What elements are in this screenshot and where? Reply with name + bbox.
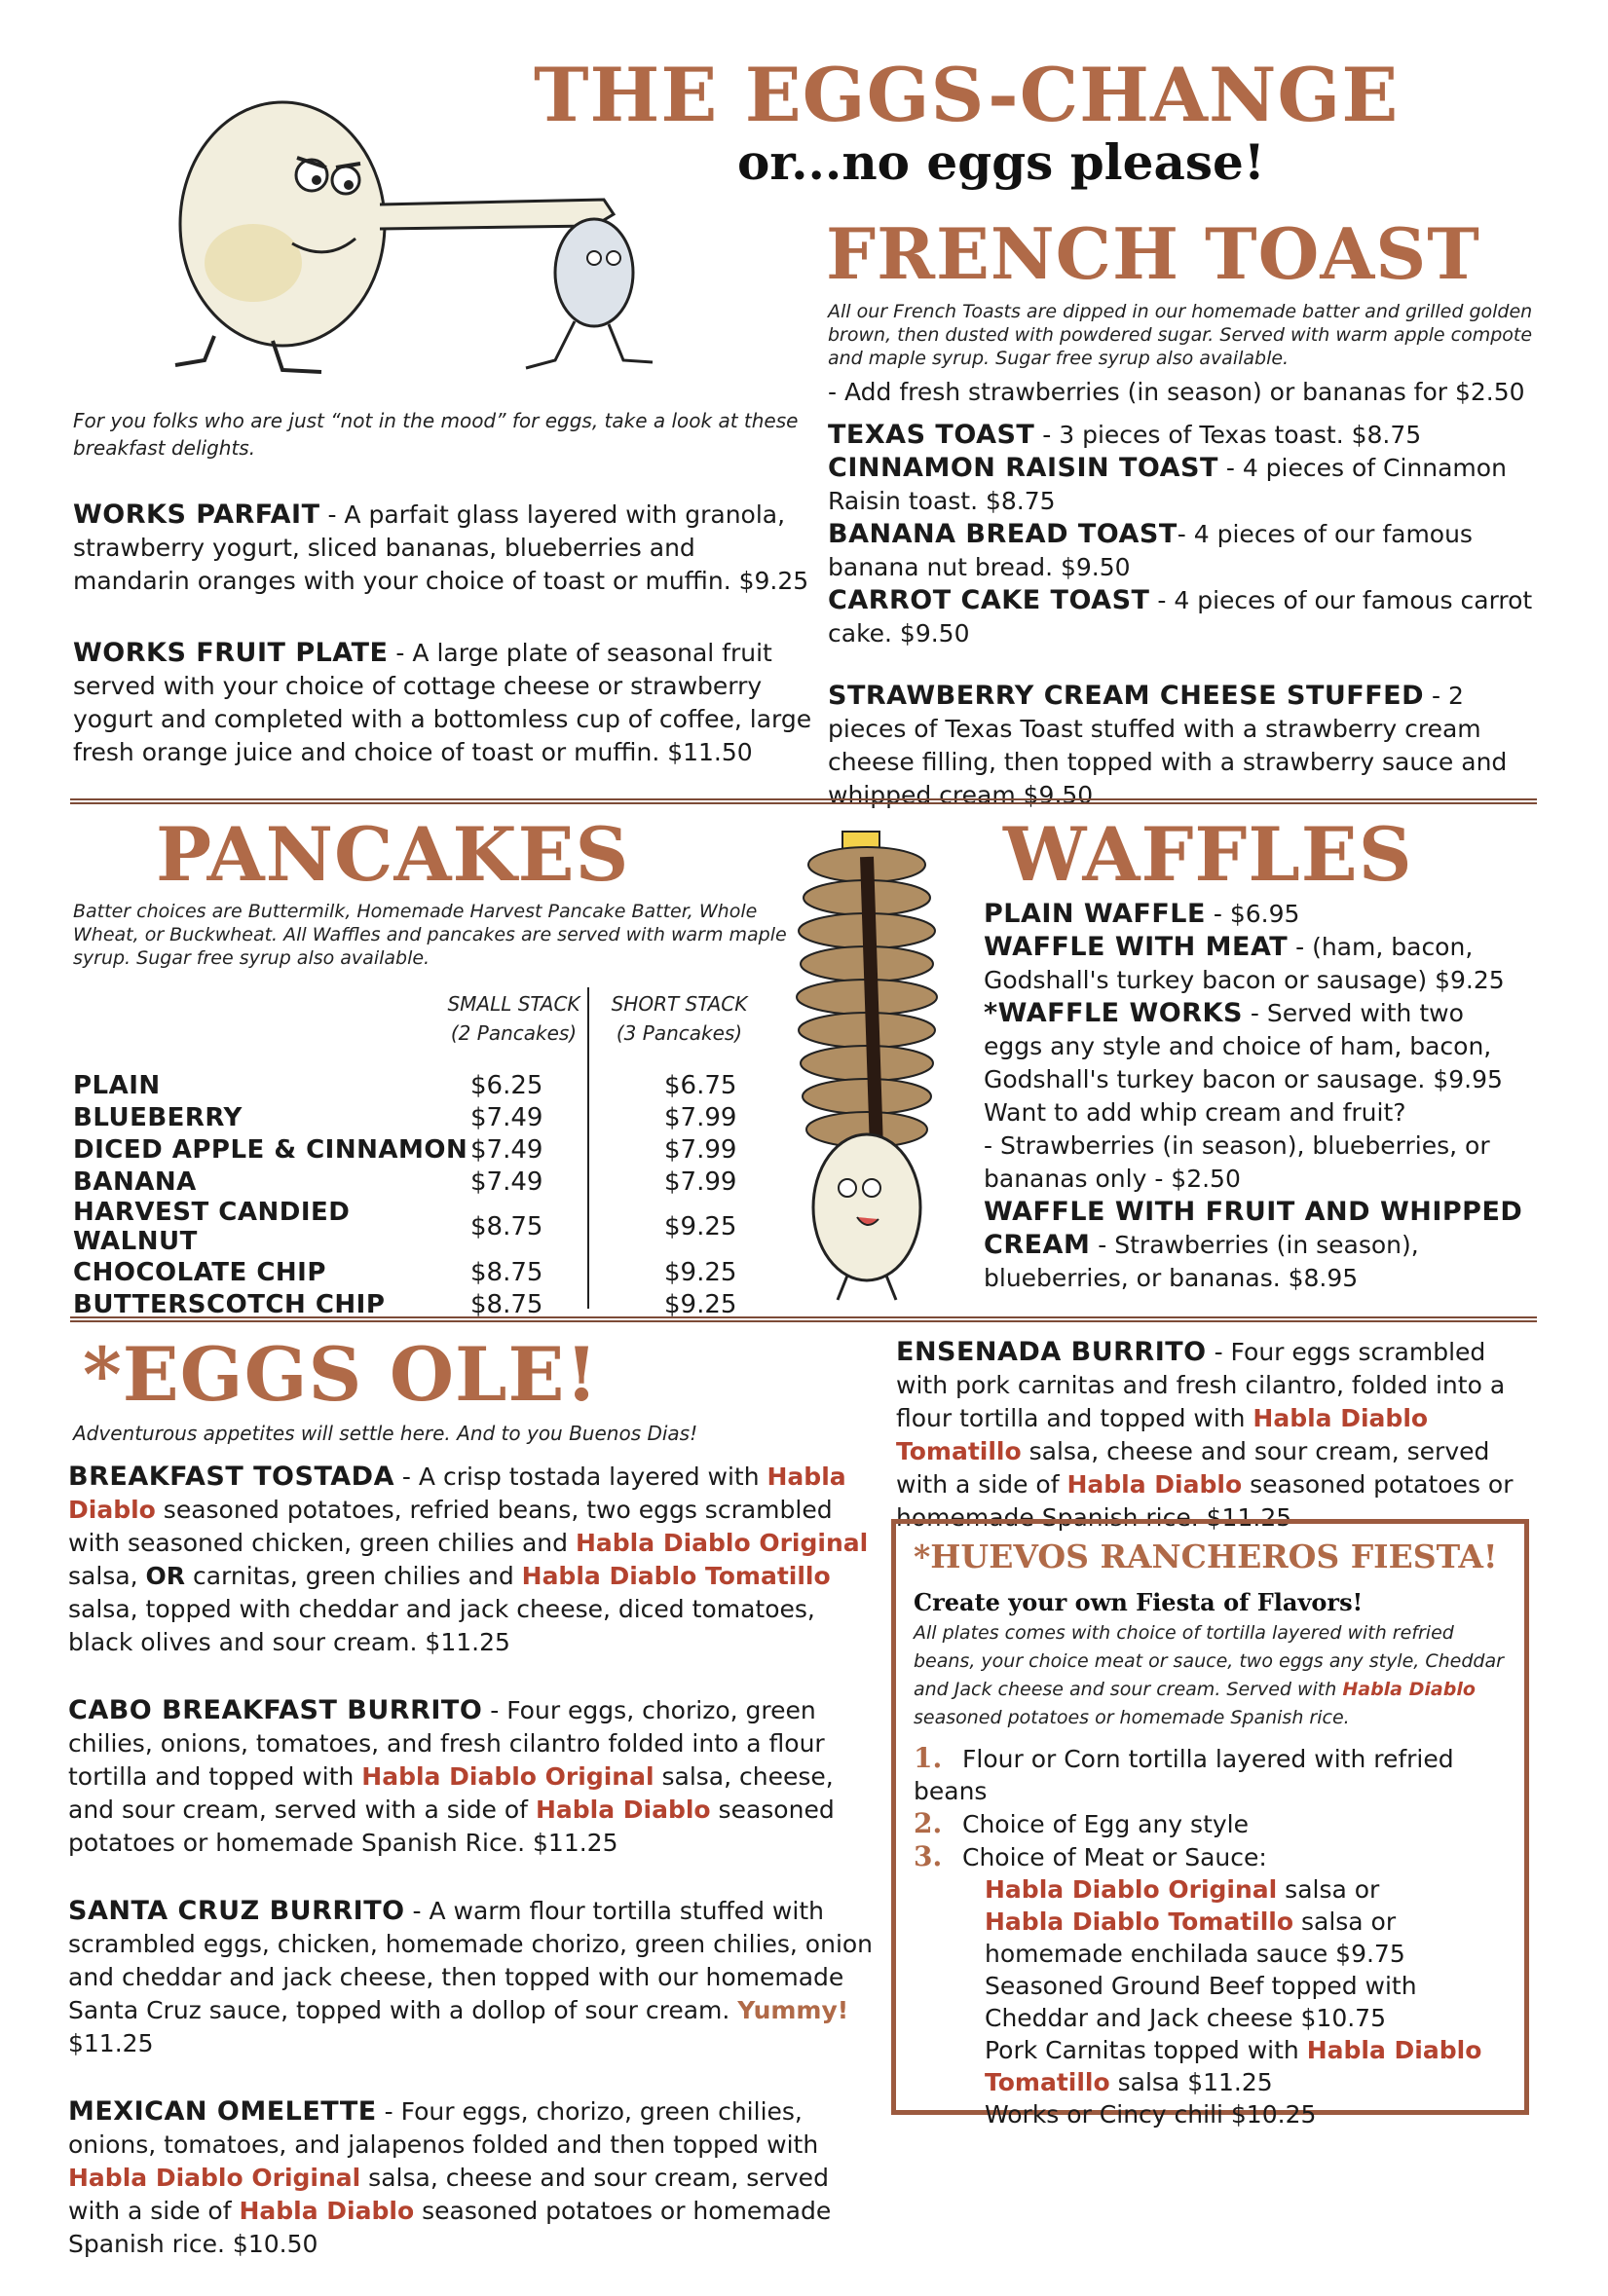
item-name: SANTA CRUZ BURRITO bbox=[68, 1896, 405, 1926]
item-name: WORKS PARFAIT bbox=[73, 500, 320, 530]
item-text: - Four eggs, chorizo, green chilies, onions, tomatoes, and jalapenos folded and then topped with bbox=[68, 2097, 819, 2159]
short-stack-count: (3 Pancakes) bbox=[616, 1021, 743, 1045]
option-text: Pork Carnitas topped with bbox=[985, 2036, 1307, 2064]
brand-highlight: Habla Diablo Tomatillo bbox=[521, 1562, 831, 1590]
item-desc: - Strawberries (in season), blueberries, or bananas. $8.95 bbox=[984, 1231, 1419, 1292]
menu-item-ensenada-burrito bbox=[896, 1336, 1539, 1535]
menu-item-plain-waffle bbox=[984, 898, 1529, 931]
step-text: Choice of Meat or Sauce: bbox=[962, 1843, 1267, 1871]
pancakes-intro: Batter choices are Buttermilk, Homemade Harvest Pancake Batter, Whole Wheat, or Buckwheat. All Waffles and pancakes are served with warm maple syrup. Sugar free syrup also available. bbox=[73, 901, 787, 969]
menu-item-waffle-fruit-cream bbox=[984, 1196, 1529, 1295]
brand-highlight: Habla Diablo Original bbox=[985, 1875, 1278, 1904]
section-divider bbox=[70, 1316, 1537, 1322]
intro-text: For you folks who are just “not in the mood” for eggs, take a look at these breakfast delights. bbox=[73, 409, 799, 460]
brand-highlight: Habla Diablo Tomatillo bbox=[985, 1907, 1294, 1936]
brand-highlight: Habla Diablo bbox=[239, 2197, 415, 2225]
egg-pointing-illustration bbox=[136, 97, 682, 389]
short-stack-price: $6.75 bbox=[664, 1070, 737, 1100]
menu-item-banana-bread-toast bbox=[828, 518, 1539, 584]
brand-highlight: Habla Diablo Tomatillo bbox=[896, 1404, 1429, 1465]
item-desc: - 2 pieces of Texas Toast stuffed with a strawberry cream cheese filling, then topped with a strawberry sauce and whipped cream $9.50 bbox=[828, 682, 1508, 809]
small-stack-price: $8.75 bbox=[470, 1289, 543, 1319]
item-text: seasoned potatoes or homemade Spanish Rice. $11.25 bbox=[68, 1796, 835, 1857]
french-toast-addon: - Add fresh strawberries (in season) or bananas for $2.50 bbox=[828, 378, 1525, 406]
or-emphasis: OR bbox=[145, 1562, 186, 1590]
eggs-ole-heading: *EGGS OLE! bbox=[83, 1331, 599, 1418]
item-desc: - 3 pieces of Texas toast. $8.75 bbox=[1034, 421, 1422, 449]
rancheros-subheading: Create your own Fiesta of Flavors! bbox=[914, 1588, 1364, 1616]
item-desc: - Strawberries (in season), blueberries, or bananas only - $2.50 bbox=[984, 1131, 1490, 1193]
item-desc: - 4 pieces of Cinnamon Raisin toast. $8.75 bbox=[828, 454, 1507, 515]
option-ground-beef: Seasoned Ground Beef topped with Cheddar and Jack cheese $10.75 bbox=[985, 1972, 1417, 2032]
menu-item-breakfast-tostada bbox=[68, 1461, 886, 1659]
short-stack-label: SHORT STACK bbox=[611, 992, 748, 1016]
short-stack-price: $9.25 bbox=[664, 1257, 737, 1287]
menu-item-works-parfait bbox=[73, 499, 813, 598]
item-desc: - 4 pieces of our famous carrot cake. $9.50 bbox=[828, 586, 1533, 648]
eggs-ole-intro: Adventurous appetites will settle here. And to you Buenos Dias! bbox=[73, 1422, 698, 1445]
menu-item-waffle-works bbox=[984, 997, 1529, 1129]
rancheros-steps bbox=[914, 1742, 1507, 2130]
menu-item-strawberry-stuffed bbox=[828, 680, 1539, 812]
small-stack-price: $8.75 bbox=[470, 1257, 543, 1287]
small-stack-price: $7.49 bbox=[470, 1167, 543, 1197]
item-text: - Four eggs, chorizo, green chilies, onions, tomatoes, and fresh cilantro folded into a flour tortilla and topped with bbox=[68, 1696, 825, 1791]
option-tomatillo bbox=[985, 1906, 1491, 1938]
step-text: Choice of Egg any style bbox=[962, 1810, 1249, 1838]
yummy-highlight: Yummy! bbox=[737, 1996, 849, 2024]
menu-item-carrot-cake-toast bbox=[828, 584, 1539, 650]
section-divider bbox=[70, 798, 1537, 804]
item-name: WAFFLE WITH FRUIT AND WHIPPED CREAM bbox=[984, 1197, 1523, 1260]
brand-highlight: Habla Diablo bbox=[1342, 1679, 1476, 1700]
small-stack-label: SMALL STACK bbox=[447, 992, 580, 1016]
brand-highlight: Habla Diablo Tomatillo bbox=[985, 2036, 1482, 2096]
item-name: WORKS FRUIT PLATE bbox=[73, 638, 389, 668]
item-text: seasoned potatoes, refried beans, two eggs scrambled with seasoned chicken, green chilies and bbox=[68, 1496, 833, 1557]
item-name: MEXICAN OMELETTE bbox=[68, 2096, 377, 2127]
short-stack-header bbox=[594, 989, 765, 1048]
small-stack-count: (2 Pancakes) bbox=[450, 1021, 578, 1045]
pancake-stack-illustration bbox=[769, 828, 964, 1305]
brand-highlight: Habla Diablo Original bbox=[575, 1529, 869, 1557]
item-text: - A crisp tostada layered with bbox=[393, 1463, 767, 1491]
small-stack-price: $8.75 bbox=[470, 1212, 543, 1241]
step-3 bbox=[914, 1840, 1507, 1873]
small-stack-header bbox=[429, 989, 599, 1048]
table-row bbox=[73, 1198, 736, 1256]
item-text: salsa, bbox=[68, 1562, 146, 1590]
short-stack-price: $9.25 bbox=[664, 1212, 737, 1241]
step-number: 3. bbox=[914, 1840, 943, 1872]
short-stack-price: $9.25 bbox=[664, 1289, 737, 1319]
item-text: salsa, cheese, and sour cream, served with a side of bbox=[68, 1762, 834, 1824]
step-number: 2. bbox=[914, 1807, 943, 1839]
item-name: BANANA BREAD TOAST bbox=[828, 519, 1178, 549]
item-desc: - 4 pieces of our famous banana nut bread. $9.50 bbox=[828, 520, 1473, 581]
item-name: CARROT CAKE TOAST bbox=[828, 585, 1150, 615]
pancakes-heading: PANCAKES bbox=[156, 811, 630, 898]
french-toast-items bbox=[828, 419, 1539, 812]
pancake-name: CHOCOLATE CHIP bbox=[73, 1257, 326, 1287]
menu-item-cabo-burrito bbox=[68, 1694, 886, 1860]
waffles-heading: WAFFLES bbox=[1003, 811, 1413, 898]
intro-text: seasoned potatoes or homemade Spanish rice. bbox=[914, 1707, 1350, 1728]
step-number: 1. bbox=[914, 1742, 943, 1774]
intro-text: All plates comes with choice of tortilla layered with refried beans, your choice meat or sauce, two eggs any style, Cheddar and Jack cheese and sour cream. Served with bbox=[914, 1622, 1504, 1700]
option-text: salsa or bbox=[1277, 1875, 1380, 1904]
item-text: carnitas, green chilies and bbox=[185, 1562, 522, 1590]
pancake-price-table bbox=[73, 1069, 736, 1320]
french-toast-intro: All our French Toasts are dipped in our homemade batter and grilled golden brown, then dusted with powdered sugar. Served with warm apple compote and maple syrup. Sugar free syrup also available. bbox=[828, 301, 1533, 369]
menu-item-works-fruit-plate bbox=[73, 637, 813, 769]
item-text: seasoned potatoes or homemade Spanish rice. $10.50 bbox=[68, 2197, 832, 2258]
item-text: $11.25 bbox=[68, 2029, 154, 2057]
brand-highlight: Habla Diablo Original bbox=[68, 2164, 361, 2192]
item-text: - A warm flour tortilla stuffed with scrambled eggs, chicken, homemade chorizo, green chilies, onion and cheddar and jack cheese, then topped with our homemade Santa Cruz sauce, topped with a dollop of sour cream. bbox=[68, 1897, 874, 2024]
pancake-name: BLUEBERRY bbox=[73, 1102, 243, 1132]
menu-item-mexican-omelette bbox=[68, 2095, 886, 2261]
page-subtitle: or...no eggs please! bbox=[737, 133, 1265, 191]
menu-item-texas-toast bbox=[828, 419, 1539, 452]
eggs-ole-left-items bbox=[68, 1461, 886, 2296]
menu-item-cinnamon-raisin-toast bbox=[828, 452, 1539, 518]
french-toast-heading: FRENCH TOAST bbox=[826, 212, 1480, 295]
huevos-rancheros-box bbox=[891, 1519, 1529, 2129]
rancheros-heading: *HUEVOS RANCHEROS FIESTA! bbox=[914, 1537, 1498, 1575]
option-chili: Works or Cincy chili $10.25 bbox=[985, 2100, 1317, 2129]
pancake-name: PLAIN bbox=[73, 1070, 161, 1100]
item-name: *WAFFLE WORKS bbox=[984, 998, 1243, 1028]
small-stack-price: $7.49 bbox=[470, 1102, 543, 1132]
option-pork-carnitas bbox=[985, 2034, 1491, 2098]
table-row bbox=[73, 1133, 736, 1166]
item-desc: - $6.95 bbox=[1205, 900, 1300, 928]
rancheros-intro bbox=[914, 1619, 1507, 1732]
short-stack-price: $7.99 bbox=[664, 1134, 737, 1165]
item-name: CABO BREAKFAST BURRITO bbox=[68, 1695, 483, 1725]
item-name: WAFFLE WITH MEAT bbox=[984, 932, 1289, 962]
item-text: salsa, cheese and sour cream, served with a side of bbox=[896, 1437, 1490, 1499]
brand-highlight: Habla Diablo bbox=[68, 1463, 846, 1524]
page-title: THE EGGS-CHANGE bbox=[534, 52, 1400, 138]
short-stack-price: $7.99 bbox=[664, 1167, 737, 1197]
item-name: BREAKFAST TOSTADA bbox=[68, 1462, 394, 1492]
step-2 bbox=[914, 1807, 1507, 1840]
item-desc: - (ham, bacon, Godshall's turkey bacon or sausage) $9.25 bbox=[984, 933, 1505, 994]
pancake-name: HARVEST CANDIED WALNUT bbox=[73, 1198, 351, 1256]
brand-highlight: Habla Diablo bbox=[535, 1796, 711, 1824]
brand-highlight: Habla Diablo Original bbox=[361, 1762, 654, 1791]
item-name: STRAWBERRY CREAM CHEESE STUFFED bbox=[828, 681, 1425, 711]
item-name: CINNAMON RAISIN TOAST bbox=[828, 453, 1218, 483]
table-row bbox=[73, 1069, 736, 1101]
waffle-addon bbox=[984, 1129, 1529, 1196]
menu-item-santa-cruz-burrito bbox=[68, 1895, 886, 2060]
item-text: seasoned potatoes or homemade Spanish rice. $11.25 bbox=[896, 1470, 1514, 1532]
waffle-items bbox=[984, 898, 1529, 1295]
option-original bbox=[985, 1873, 1491, 1906]
item-text: salsa, cheese and sour cream, served with a side of bbox=[68, 2164, 829, 2225]
step-text: Flour or Corn tortilla layered with refried beans bbox=[914, 1745, 1454, 1805]
step-1 bbox=[914, 1742, 1507, 1807]
item-text: - Four eggs scrambled with pork carnitas and fresh cilantro, folded into a flour tortilla and topped with bbox=[896, 1338, 1506, 1432]
left-items bbox=[73, 499, 813, 804]
brand-highlight: Habla Diablo bbox=[1066, 1470, 1243, 1499]
item-desc: - Served with two eggs any style and choice of ham, bacon, Godshall's turkey bacon or sausage. $9.95 Want to add whip cream and fruit? bbox=[984, 999, 1503, 1127]
option-text: salsa $11.25 bbox=[1109, 2068, 1273, 2096]
item-name: ENSENADA BURRITO bbox=[896, 1337, 1207, 1367]
item-desc: - A large plate of seasonal fruit served with your choice of cottage cheese or strawberry yogurt and completed with a bottomless cup of coffee, large fresh orange juice and choice of toast or muffin. $11.50 bbox=[73, 639, 812, 766]
small-stack-price: $7.49 bbox=[470, 1134, 543, 1165]
item-name: TEXAS TOAST bbox=[828, 420, 1035, 450]
pancake-name: BUTTERSCOTCH CHIP bbox=[73, 1289, 386, 1319]
pancake-name: BANANA bbox=[73, 1167, 197, 1197]
table-row bbox=[73, 1256, 736, 1288]
option-text: salsa or bbox=[1293, 1907, 1397, 1936]
table-row bbox=[73, 1166, 736, 1198]
small-stack-price: $6.25 bbox=[470, 1070, 543, 1100]
item-text: salsa, topped with cheddar and jack cheese, diced tomatoes, black olives and sour cream. $11.25 bbox=[68, 1595, 815, 1656]
option-enchilada: homemade enchilada sauce $9.75 bbox=[985, 1940, 1405, 1968]
menu-item-waffle-with-meat bbox=[984, 931, 1529, 997]
short-stack-price: $7.99 bbox=[664, 1102, 737, 1132]
pancake-name: DICED APPLE & CINNAMON bbox=[73, 1134, 468, 1165]
meat-sauce-options bbox=[985, 1873, 1491, 2130]
table-row bbox=[73, 1101, 736, 1133]
item-name: PLAIN WAFFLE bbox=[984, 899, 1206, 929]
item-desc: - A parfait glass layered with granola, strawberry yogurt, sliced bananas, blueberries and mandarin oranges with your choice of toast or muffin. $9.25 bbox=[73, 500, 809, 595]
